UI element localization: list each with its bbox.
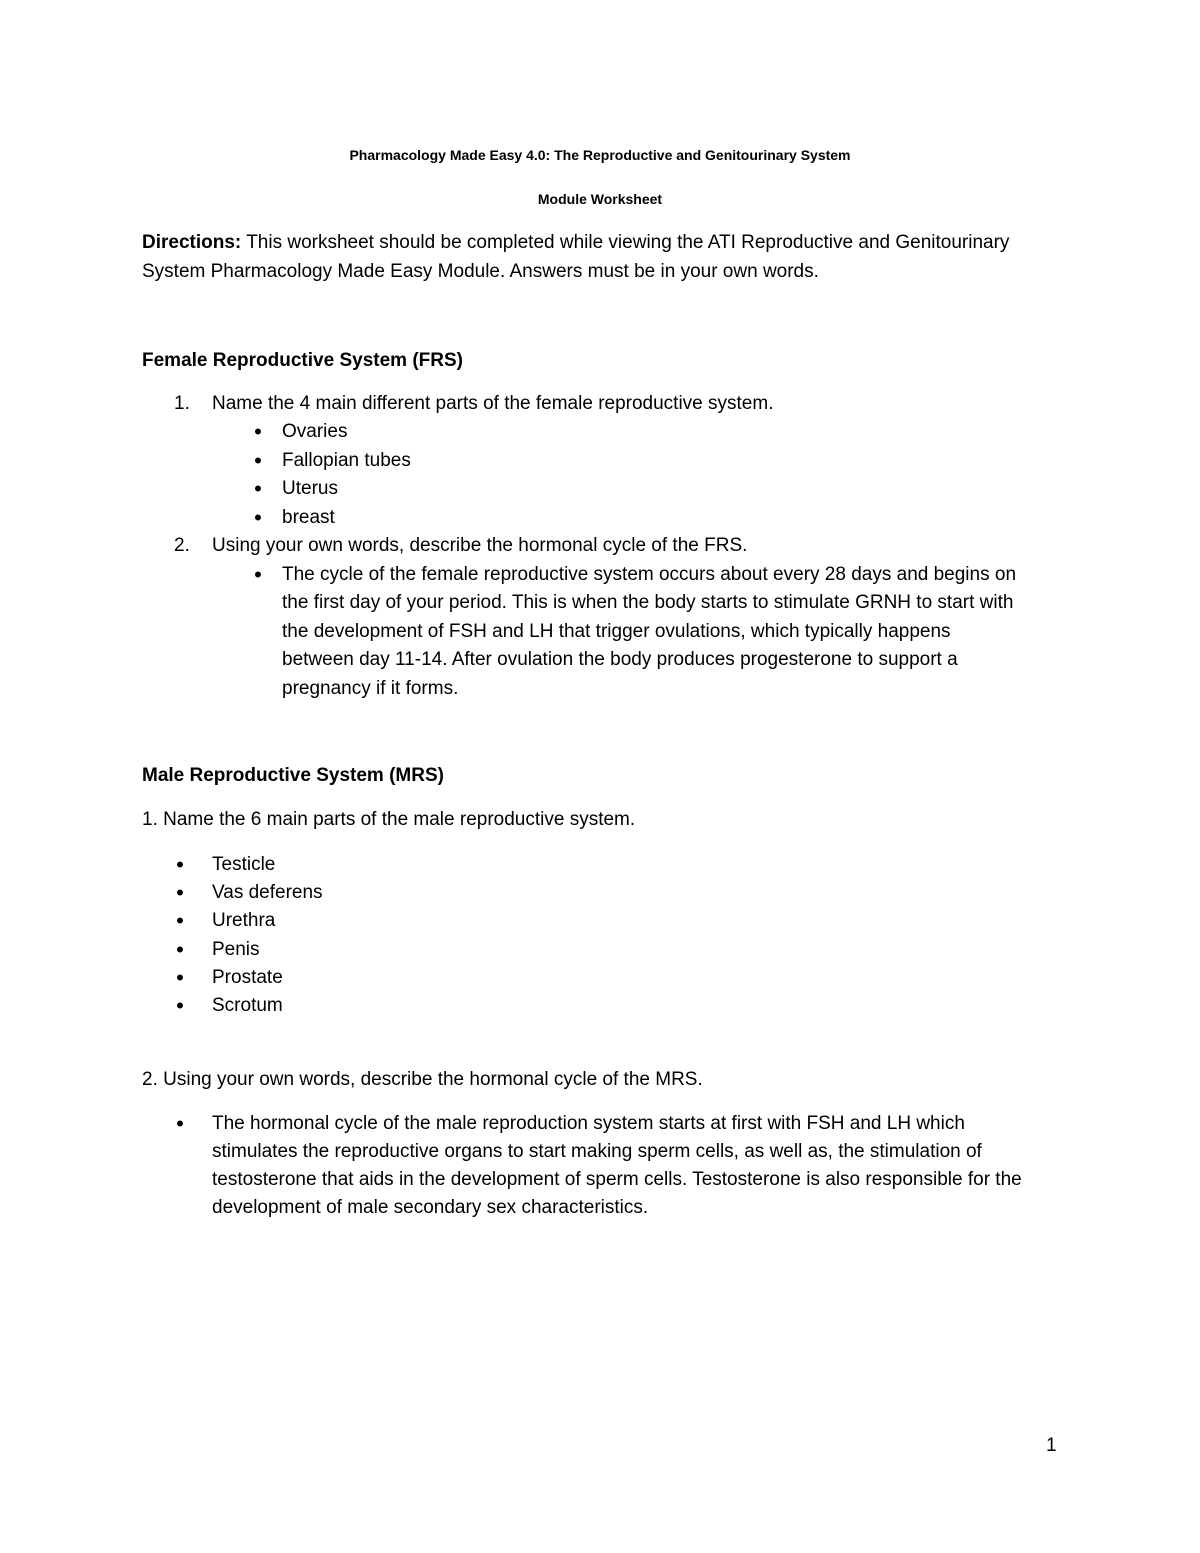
mrs-part: Testicle xyxy=(212,854,276,875)
bullet-icon xyxy=(253,475,263,505)
mrs-part: Prostate xyxy=(212,967,283,988)
page-number: 1 xyxy=(1046,1435,1057,1456)
bullet-icon xyxy=(253,447,263,477)
frs-part: Uterus xyxy=(282,478,338,499)
mrs-answer-line: The hormonal cycle of the male reproduction system starts at first with FSH and LH which xyxy=(212,1113,965,1134)
bullet-icon xyxy=(253,561,263,591)
bullet-icon xyxy=(175,879,185,909)
bullet-icon xyxy=(175,992,185,1022)
mrs-part: Vas deferens xyxy=(212,882,323,903)
frs-part: Fallopian tubes xyxy=(282,450,411,471)
bullet-icon xyxy=(175,936,185,966)
document-title: Pharmacology Made Easy 4.0: The Reproductive and Genitourinary System xyxy=(349,147,851,163)
frs-answer-line: The cycle of the female reproductive system occurs about every 28 days and begins on xyxy=(282,564,1017,585)
mrs-part: Scrotum xyxy=(212,995,283,1016)
frs-answer-line: between day 11-14. After ovulation the body produces progesterone to support a xyxy=(282,649,958,670)
frs-answer-line: the development of FSH and LH that trigger ovulations, which typically happens xyxy=(282,621,951,642)
bullet-icon xyxy=(175,851,185,881)
bullet-icon xyxy=(175,1110,185,1140)
frs-answer-line: the first day of your period. This is when the body starts to stimulate GRNH to start with xyxy=(282,592,1014,613)
mrs-heading: Male Reproductive System (MRS) xyxy=(142,765,444,786)
frs-q2-number: 2. xyxy=(174,535,190,556)
bullet-icon xyxy=(175,964,185,994)
document-subtitle: Module Worksheet xyxy=(537,191,663,207)
directions-text-1: This worksheet should be completed while viewing the ATI Reproductive and Genitourinary xyxy=(246,232,1010,253)
frs-part: Ovaries xyxy=(282,421,348,442)
frs-q1-text: Name the 4 main different parts of the female reproductive system. xyxy=(212,393,774,414)
mrs-part: Urethra xyxy=(212,910,276,931)
frs-heading: Female Reproductive System (FRS) xyxy=(142,350,463,371)
mrs-answer-line: development of male secondary sex characteristics. xyxy=(212,1197,649,1218)
frs-q2-text: Using your own words, describe the hormonal cycle of the FRS. xyxy=(212,535,748,556)
mrs-answer-line: testosterone that aids in the development of sperm cells. Testosterone is also responsible for the xyxy=(212,1169,1022,1190)
frs-q1-number: 1. xyxy=(174,393,190,414)
bullet-icon xyxy=(175,907,185,937)
mrs-q1-text: 1. Name the 6 main parts of the male reproductive system. xyxy=(142,809,636,830)
mrs-part: Penis xyxy=(212,939,260,960)
mrs-answer-line: stimulates the reproductive organs to start making sperm cells, as well as, the stimulation of xyxy=(212,1141,982,1162)
mrs-q2-text: 2. Using your own words, describe the hormonal cycle of the MRS. xyxy=(142,1069,703,1090)
bullet-icon xyxy=(253,504,263,534)
directions-line-2: System Pharmacology Made Easy Module. Answers must be in your own words. xyxy=(142,261,819,282)
directions-line-1 xyxy=(142,229,1009,257)
frs-part: breast xyxy=(282,507,335,528)
directions-label: Directions: xyxy=(142,232,242,253)
frs-answer-line: pregnancy if it forms. xyxy=(282,678,459,699)
bullet-icon xyxy=(253,418,263,448)
